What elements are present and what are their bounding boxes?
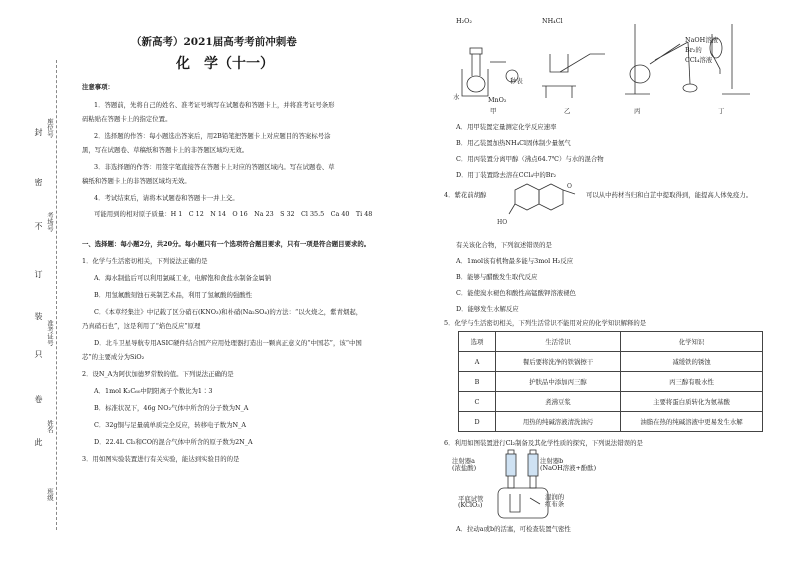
question-line: 3．用如图实验装置进行有关实验，能达到实验目的的是: [82, 455, 240, 463]
option-line: A．海水制盐后可以利用氯碱工业，电解饱和食盐水制备金属钠: [94, 274, 272, 282]
svg-text:HO: HO: [497, 219, 508, 226]
notice-heading: 注意事项：: [82, 83, 114, 91]
q6-label-bottle-r1: 湿润的: [545, 493, 565, 501]
option-line: D．北斗卫星导航专用ASIC硬件结合国产应用处理器打造出一颗真正意义的“中国芯”，该“中国: [94, 339, 362, 347]
binding-margin-label: 不: [34, 222, 43, 230]
table-header: 选项: [459, 332, 496, 352]
q5-table: [458, 331, 763, 432]
option-line: 乃真硝石也”，这是利用了“焰色反应”原理: [82, 322, 201, 330]
q6-label-syringe-a: 注射器a: [452, 457, 475, 465]
q6-label-syringe-b2: (NaOH溶液+酚酞): [540, 464, 597, 472]
section-heading: 一、选择题：每小题2分，共20分。每小题只有一个选项符合题目要求，只有一项是符合题目要求的。: [82, 240, 371, 248]
option-line: A．1mol K₂C₆₀中阴阳离子个数比为1∶3: [94, 387, 213, 395]
binding-margin-field: 班级: [46, 488, 54, 501]
subject-title: 化 学（十一）: [176, 56, 274, 72]
exam-title: （新高考）2021届高考考前冲刺卷: [131, 36, 297, 48]
fig-label-mno2: MnO₂: [488, 96, 507, 104]
notice-line: 黑，写在试题卷、草稿纸和答题卡上的非答题区域均无效。: [82, 146, 249, 154]
question-line: 1．化学与生活密切相关，下列说法正确的是: [82, 257, 208, 265]
option-line: B．用乙装置加热NH₄Cl固体制少量氨气: [456, 139, 571, 147]
q6-apparatus: [470, 448, 590, 530]
binding-dashed-line: [56, 60, 57, 530]
option-line: C．《本草经集注》中记载了区分硝石(KNO₃)和朴硝(Na₂SO₄)的方法：“以火烧之，紫青烟起，: [94, 308, 363, 316]
molecule-structure: [495, 180, 585, 230]
question-line: 有关该化合物，下列叙述错误的是: [456, 241, 552, 249]
table-cell: C: [459, 392, 496, 412]
table-cell: D: [459, 412, 496, 432]
option-line: D．用丁装置除去溶在CCl₄中的Br₂: [456, 171, 557, 179]
q6-label-bottle-l2: (KClO₃): [458, 501, 483, 509]
fig-label-naoh: NaOH溶液: [685, 36, 718, 44]
binding-margin-label: 密: [34, 178, 43, 186]
table-cell: 餐后要将洗净的铁锅擦干: [496, 352, 621, 372]
binding-margin-field: 准考证号: [46, 320, 54, 346]
q6-label-bottle-l1: 平底试管: [458, 495, 484, 503]
notice-line: 3．非选择题的作答：用签字笔直接答在答题卡上对应的答题区域内。写在试题卷、草: [94, 163, 335, 171]
fig-label-water: 水: [453, 93, 460, 101]
binding-margin-label: 此: [34, 438, 43, 446]
notice-line: 4．考试结束后，请将本试题卷和答题卡一并上交。: [94, 194, 239, 202]
binding-margin-field: 姓名: [46, 420, 54, 433]
question-line: 4．紫花前胡醇: [444, 191, 487, 199]
binding-margin-label: 订: [34, 270, 43, 278]
q6-label-bottle-r2: 红布条: [545, 500, 565, 508]
q6-label-syringe-b: 注射器b: [540, 457, 564, 465]
table-header: 化学知识: [621, 332, 763, 352]
fig-label-ding: 丁: [718, 107, 725, 115]
binding-margin-label: 只: [34, 350, 43, 358]
question-line: 可以从中药材当归和白芷中提取得到，能提高人体免疫力。: [586, 191, 753, 199]
option-line: B．用氢氟酸刻蚀石英制艺术品，利用了氢氟酸的强酸性: [94, 291, 253, 299]
option-line: D．22.4L Cl₂和CO的混合气体中所含的原子数为2N_A: [94, 438, 253, 446]
option-line: A．1mol该有机物最多能与3mol H₂反应: [456, 257, 574, 265]
binding-margin-label: 装: [34, 312, 43, 320]
table-row: [459, 392, 763, 412]
notice-line: 码粘贴在答题卡上的指定位置。: [82, 115, 172, 123]
notice-line: 可能用到的相对原子质量：H 1 C 12 N 14 O 16 Na 23 S 32 Cl 35.5 Ca 40 Ti 48: [94, 210, 373, 218]
option-line: C．能使溴水褪色和酸性高锰酸钾溶液褪色: [456, 289, 576, 297]
table-row: [459, 372, 763, 392]
fig-label-stopwatch: 秒表: [510, 77, 523, 85]
table-cell: B: [459, 372, 496, 392]
option-line: 芯”的主要成分为SiO₂: [82, 353, 145, 361]
fig-label-bing: 丙: [634, 107, 641, 115]
table-header-row: [459, 332, 763, 352]
fig-label-ccl4: CCl₄溶液: [685, 56, 713, 64]
question-line: 6．利用如图装置进行Cl₂制备及其化学性质的探究，下列说法错误的是: [444, 439, 643, 447]
table-header: 生活常识: [496, 332, 621, 352]
table-cell: 煮沸豆浆: [496, 392, 621, 412]
table-row: [459, 412, 763, 432]
fig-label-yi: 乙: [564, 107, 571, 115]
notice-line: 2．选择题的作答：每小题选出答案后，用2B铅笔把答题卡上对应题目的答案标号涂: [94, 132, 331, 140]
table-row: [459, 352, 763, 372]
question-line: 5．化学与生活密切相关，下列生活常识不能用对应的化学知识解释的是: [444, 319, 647, 327]
option-line: B．能够与醋酸发生取代反应: [456, 273, 538, 281]
fig-label-br2: Br₂的: [685, 46, 702, 54]
svg-text:O: O: [567, 183, 572, 190]
option-line: C．用丙装置分离甲醇（沸点64.7℃）与水的混合物: [456, 155, 604, 163]
binding-margin-field: 考场号: [46, 212, 54, 232]
binding-margin-label: 封: [34, 128, 43, 136]
table-cell: 减缓铁的锈蚀: [621, 352, 763, 372]
notice-line: 1．答题前，先将自己的姓名、准考证号填写在试题卷和答题卡上，并将准考证号条形: [94, 101, 335, 109]
table-cell: 用热的纯碱溶液清洗油污: [496, 412, 621, 432]
option-line: A．拉动a或b的活塞，可检查装置气密性: [456, 525, 571, 533]
option-line: D．能够发生水解反应: [456, 305, 519, 313]
table-cell: 油脂在热的纯碱溶液中更易发生水解: [621, 412, 763, 432]
table-cell: 丙三醇有吸水性: [621, 372, 763, 392]
table-cell: 护肤品中添加丙三醇: [496, 372, 621, 392]
option-line: A．用甲装置定量测定化学反应速率: [456, 123, 557, 131]
table-cell: 主要将蛋白质转化为氨基酸: [621, 392, 763, 412]
fig-label-nh4cl: NH₄Cl: [542, 17, 563, 25]
binding-margin-field: 座位号: [46, 118, 54, 138]
question-line: 2．设N_A为阿伏加德罗常数的值。下列说法正确的是: [82, 370, 234, 378]
fig-label-jia: 甲: [490, 107, 497, 115]
notice-line: 稿纸和答题卡上的非答题区域均无效。: [82, 177, 191, 185]
table-cell: A: [459, 352, 496, 372]
q6-label-syringe-a2: (浓盐酸): [452, 464, 477, 472]
fig-label-h2o2: H₂O₂: [456, 17, 472, 25]
option-line: C．32g铜与足量硫单质完全反应，转移电子数为N_A: [94, 421, 246, 429]
binding-margin-label: 卷: [34, 395, 43, 403]
option-line: B．标准状况下，46g NO₂气体中所含的分子数为N_A: [94, 404, 249, 412]
